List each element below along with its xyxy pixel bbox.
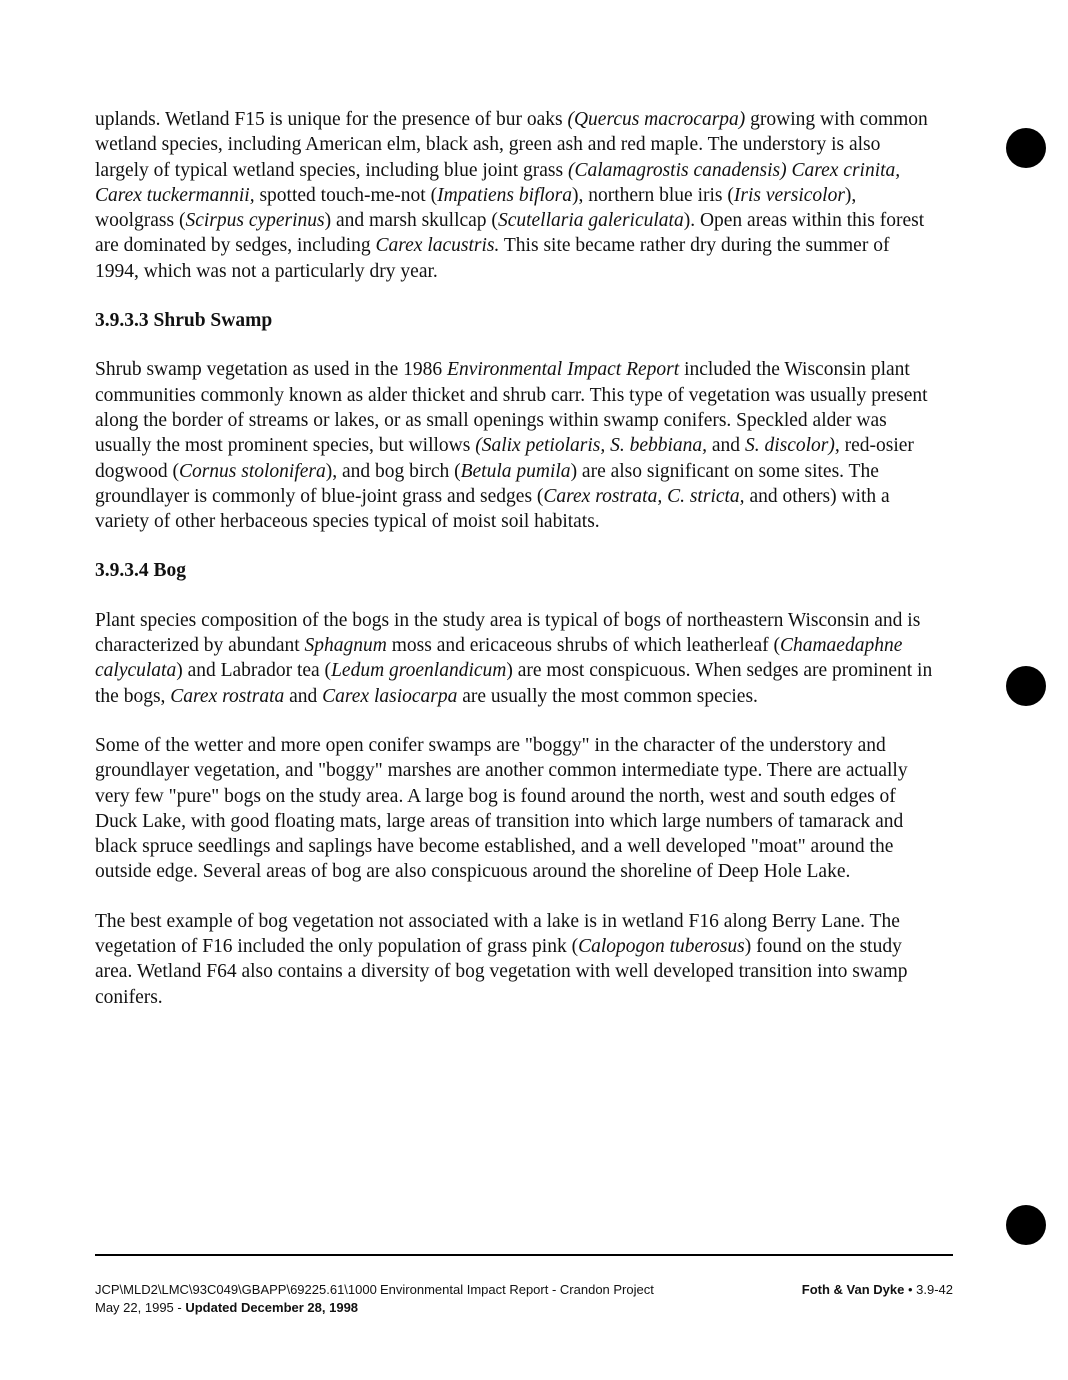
- document-body: [95, 107, 935, 1034]
- text-run: ) are also significant on some sites. The groundlayer is commonly of blue-joint grass and sedges (: [95, 460, 879, 507]
- italic-text-run: Sphagnum: [304, 635, 387, 657]
- text-run: ) are most conspicuous. When sedges are prominent in the bogs,: [95, 660, 933, 707]
- text-run: ) and marsh skullcap (: [324, 210, 498, 232]
- italic-text-run: Chamaedaphne calyculata: [95, 635, 903, 682]
- italic-text-run: Carex rostrata, C. stricta,: [543, 485, 745, 507]
- text-run: included the Wisconsin plant communities commonly known as alder thicket and shrub carr. This type of vegetation was usually present along the border of streams or lakes, or as small openings within swamp conifers. Speckled alder was usually the most prominent species, but willows: [95, 359, 928, 457]
- footer-file-path: JCP\MLD2\LMC\93C049\GBAPP\69225.61\1000: [95, 1282, 377, 1297]
- text-run: ), and bog birch (: [325, 460, 461, 482]
- text-run: ) found on the study area. Wetland F64 also contains a diversity of bog vegetation with well developed transition into swamp conifers.: [95, 936, 908, 1008]
- binder-hole-3: [1006, 1205, 1046, 1245]
- italic-text-run: Scutellaria galericulata: [497, 210, 684, 232]
- text-run: uplands. Wetland F15 is unique for the presence of bur oaks: [95, 109, 568, 130]
- footer-right: [802, 1281, 953, 1299]
- footer-date-original: May 22, 1995 -: [95, 1300, 186, 1315]
- text-run: This site became rather dry during the summer of 1994, which was not a particularly dry year.: [95, 235, 890, 282]
- italic-text-run: S. discolor),: [744, 435, 840, 457]
- text-run: are usually the most common species.: [457, 685, 758, 707]
- text-run: spotted touch-me-not (: [254, 184, 438, 206]
- text-run: and: [707, 435, 745, 457]
- binder-hole-2: [1006, 666, 1046, 706]
- binder-hole-1: [1006, 128, 1046, 168]
- italic-text-run: Betula pumila: [460, 460, 571, 482]
- footer-left: [95, 1281, 377, 1317]
- italic-text-run: (Quercus macrocarpa): [567, 109, 746, 130]
- text-run: moss and ericaceous shrubs of which leatherleaf (: [386, 635, 780, 657]
- italic-text-run: Carex lasiocarpa: [322, 685, 458, 707]
- text-run: Some of the wetter and more open conifer swamps are "boggy" in the character of the understory and groundlayer vegetation, and "boggy" marshes are another common intermediate type. There are actually very few "pure" bogs on the study area. A large bog is found around the north, west and south edges of Duck Lake, with good floating mats, large areas of transition into which large numbers of tamarack and black spruce seedlings and saplings have become established, and a well developed "moat" around the outside edge. Several areas of bog are also conspicuous around the shoreline of Deep Hole Lake.: [95, 734, 908, 883]
- footer-date-updated: Updated December 28, 1998: [185, 1300, 359, 1315]
- italic-text-run: Environmental Impact Report: [447, 359, 680, 381]
- heading-shrub-swamp: 3.9.3.3 Shrub Swamp: [95, 310, 273, 332]
- italic-text-run: (Calamagrostis canadensis) Carex crinita, Carex tuckermannii,: [95, 159, 901, 206]
- footer-rule: [95, 1254, 953, 1256]
- footer-bullet: •: [904, 1282, 917, 1297]
- text-run: red-osier dogwood (: [95, 435, 914, 482]
- text-run: and: [284, 685, 323, 707]
- text-run: Plant species composition of the bogs in the study area is typical of bogs of northeastern Wisconsin and is characterized by abundant: [95, 609, 921, 657]
- italic-text-run: Carex lacustris.: [375, 235, 500, 257]
- text-run: The best example of bog vegetation not associated with a lake is in wetland F16 along Berry Lane. The vegetation of F16 included the only population of grass pink (: [95, 910, 900, 958]
- footer-page-number: 3.9-42: [916, 1282, 953, 1297]
- text-run: ), northern blue iris (: [571, 184, 734, 206]
- italic-text-run: Impatiens biflora: [437, 184, 572, 206]
- text-run: ), woolgrass (: [95, 184, 857, 232]
- footer-dates: [95, 1299, 377, 1317]
- text-run: ). Open areas within this forest are dominated by sedges, including: [95, 210, 925, 257]
- italic-text-run: (Salix petiolaris, S. bebbiana,: [475, 435, 708, 457]
- paragraph-boggy-swamps: [95, 733, 935, 885]
- italic-text-run: Scirpus cyperinus: [185, 210, 325, 232]
- paragraph-shrub-swamp: [95, 357, 935, 534]
- paragraph-bog-composition: [95, 608, 935, 709]
- text-run: ) and Labrador tea (: [176, 660, 332, 682]
- heading-bog: 3.9.3.4 Bog: [95, 560, 187, 582]
- text-run: and others) with a variety of other herbaceous species typical of moist soil habitats.: [95, 485, 890, 533]
- italic-text-run: Iris versicolor: [733, 184, 845, 206]
- italic-text-run: Cornus stolonifera: [178, 460, 326, 482]
- footer-company: Foth & Van Dyke: [801, 1282, 905, 1297]
- italic-text-run: Carex rostrata: [170, 685, 285, 707]
- text-run: Shrub swamp vegetation as used in the 1986: [95, 359, 448, 381]
- text-run: growing with common wetland species, including American elm, black ash, green ash and red maple. The understory is also largely of typical wetland species, including blue joint grass: [95, 109, 928, 181]
- paragraph-forest: [95, 107, 935, 284]
- italic-text-run: Ledum groenlandicum: [331, 660, 507, 682]
- italic-text-run: Calopogon tuberosus: [578, 936, 745, 958]
- footer-report-title: Environmental Impact Report - Crandon Project: [380, 1282, 654, 1297]
- paragraph-best-bog-example: [95, 909, 935, 1010]
